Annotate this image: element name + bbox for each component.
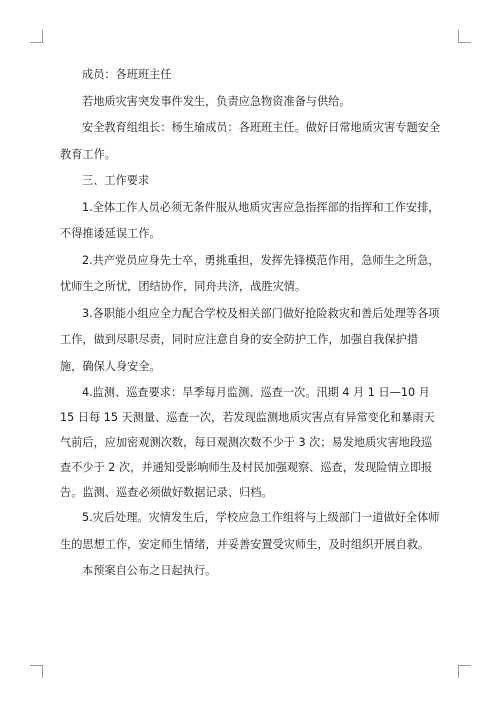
crop-mark-bottom-left: [30, 665, 43, 678]
crop-mark-top-right: [458, 30, 471, 43]
crop-mark-bottom-right: [458, 665, 471, 678]
paragraph-effective-date: 本预案自公布之日起执行。: [82, 564, 217, 577]
paragraph-requirement-4: 4.监测、巡查要求：旱季每月监测、巡查一次。汛期 4 月 1 日—10 月 15 日每 15 天测量、巡查一次，若发现监测地质灾害点有异常变化和暴雨天气前后，应加密观测次数，每日观测次数不少于 3 次；易发地质灾害地段巡查不少于 2 次，并通知受影响师生及村民加强观察、巡查，发现险情立即报告。监测、巡查必须做好数据记录、归档。: [60, 386, 435, 499]
section-heading-work-requirements: 三、工作要求: [82, 174, 150, 187]
paragraph-members: 成员：各班班主任: [82, 68, 172, 81]
paragraph-safety-education-group: 安全教育组组长：杨生瑜成员：各班班主任。做好日常地质灾害专题安全教育工作。: [60, 121, 441, 161]
paragraph-supply-duty: 若地质灾害突发事件发生，负责应急物资准备与供给。: [82, 94, 351, 108]
document-page: [60, 62, 440, 585]
paragraph-requirement-2: 2.共产党员应身先士卒，勇挑重担，发挥先锋模范作用，急师生之所急，忧师生之所忧，团结协作，同舟共济，战胜灾情。: [60, 253, 440, 293]
crop-mark-top-left: [30, 30, 43, 43]
paragraph-requirement-5: 5.灾后处理。灾情发生后，学校应急工作组将与上级部门一道做好全体师生的思想工作，安定师生情绪，并妥善安置受灾师生，及时组织开展自救。: [60, 511, 440, 551]
paragraph-requirement-3: 3.各职能小组应全力配合学校及相关部门做好抢险救灾和善后处理等各项工作，做到尽职尽责，同时应注意自身的安全防护工作，加强自我保护措施，确保人身安全。: [60, 306, 440, 373]
paragraph-requirement-1: 1.全体工作人员必须无条件服从地质灾害应急指挥部的指挥和工作安排，不得推诿延误工作。: [60, 200, 440, 240]
